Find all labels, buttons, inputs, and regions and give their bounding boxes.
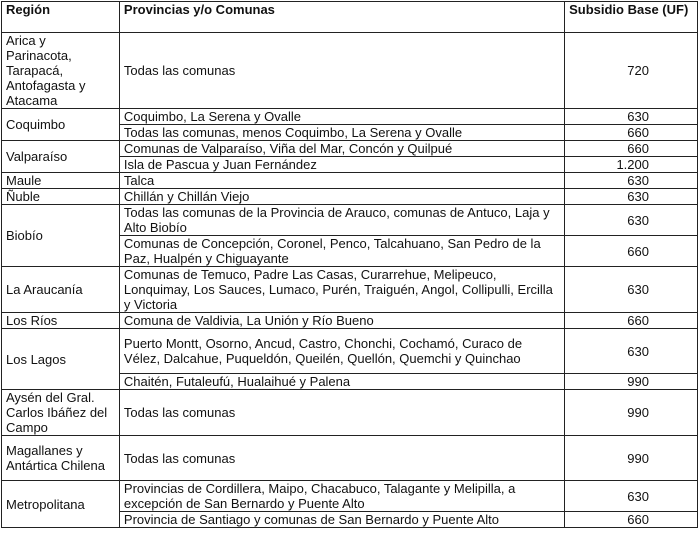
table-row [2,33,698,109]
table-row [2,313,698,329]
subsidy-cell: 630 [565,267,698,313]
table-row [2,481,698,512]
subsidy-cell: 1.200 [565,157,698,173]
region-cell: Valparaíso [2,141,120,173]
subsidy-cell: 660 [565,125,698,141]
region-cell: Biobío [2,205,120,267]
subsidy-cell: 660 [565,141,698,157]
subsidy-cell: 630 [565,109,698,125]
subsidy-cell: 660 [565,313,698,329]
header-subsidy: Subsidio Base (UF) [565,2,698,33]
region-cell: Los Ríos [2,313,120,329]
subsidy-table [1,1,698,528]
table-row [2,205,698,236]
provinces-cell: Comunas de Temuco, Padre Las Casas, Curarrehue, Melipeuco, Lonquimay, Los Sauces, Lumaco, Purén, Traiguén, Angol, Collipulli, Ercilla y Victoria [119,267,564,313]
region-cell: Coquimbo [2,109,120,141]
region-cell: Ñuble [2,189,120,205]
provinces-cell: Coquimbo, La Serena y Ovalle [119,109,564,125]
provinces-cell: Chaitén, Futaleufú, Hualaihué y Palena [119,374,564,390]
table-row [2,329,698,374]
subsidy-cell: 660 [565,236,698,267]
provinces-cell: Todas las comunas de la Provincia de Arauco, comunas de Antuco, Laja y Alto Biobío [119,205,564,236]
provinces-cell: Chillán y Chillán Viejo [119,189,564,205]
subsidy-cell: 630 [565,481,698,512]
provinces-cell: Todas las comunas [119,33,564,109]
subsidy-cell: 630 [565,173,698,189]
region-cell: Aysén del Gral. Carlos Ibáñez del Campo [2,390,120,436]
table-row [2,436,698,481]
region-cell: Los Lagos [2,329,120,390]
region-cell: La Araucanía [2,267,120,313]
table-row [2,189,698,205]
region-cell: Arica y Parinacota, Tarapacá, Antofagasta y Atacama [2,33,120,109]
subsidy-cell: 990 [565,374,698,390]
subsidy-cell: 630 [565,329,698,374]
subsidy-cell: 630 [565,205,698,236]
table-row [2,390,698,436]
subsidy-cell: 990 [565,436,698,481]
subsidy-cell: 720 [565,33,698,109]
provinces-cell: Comuna de Valdivia, La Unión y Río Bueno [119,313,564,329]
provinces-cell: Todas las comunas [119,390,564,436]
table-row [2,267,698,313]
table-row [2,141,698,157]
header-provinces: Provincias y/o Comunas [119,2,564,33]
subsidy-cell: 990 [565,390,698,436]
provinces-cell: Todas las comunas [119,436,564,481]
provinces-cell: Todas las comunas, menos Coquimbo, La Serena y Ovalle [119,125,564,141]
provinces-cell: Provincia de Santiago y comunas de San Bernardo y Puente Alto [119,512,564,528]
region-cell: Maule [2,173,120,189]
provinces-cell: Comunas de Valparaíso, Viña del Mar, Concón y Quilpué [119,141,564,157]
subsidy-cell: 630 [565,189,698,205]
region-cell: Metropolitana [2,481,120,528]
provinces-cell: Talca [119,173,564,189]
provinces-cell: Puerto Montt, Osorno, Ancud, Castro, Chonchi, Cochamó, Curaco de Vélez, Dalcahue, Puqueldón, Queilén, Quellón, Quemchi y Quinchao [119,329,564,374]
provinces-cell: Comunas de Concepción, Coronel, Penco, Talcahuano, San Pedro de la Paz, Hualpén y Chiguayante [119,236,564,267]
provinces-cell: Isla de Pascua y Juan Fernández [119,157,564,173]
table-row [2,173,698,189]
provinces-cell: Provincias de Cordillera, Maipo, Chacabuco, Talagante y Melipilla, a excepción de San Bernardo y Puente Alto [119,481,564,512]
header-region: Región [2,2,120,33]
table-row [2,109,698,125]
subsidy-cell: 660 [565,512,698,528]
region-cell: Magallanes y Antártica Chilena [2,436,120,481]
header-row [2,2,698,33]
